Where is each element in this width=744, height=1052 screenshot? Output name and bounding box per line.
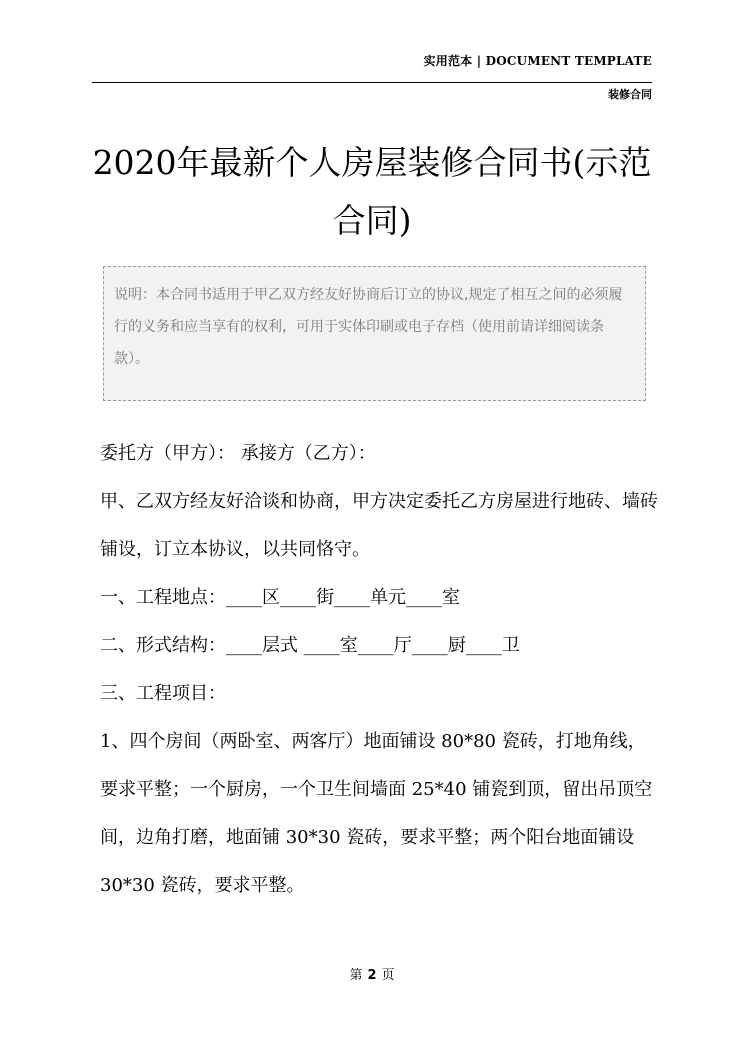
page-number: 2 xyxy=(367,968,377,983)
header-document-label: 实用范本 | DOCUMENT TEMPLATE xyxy=(423,54,652,68)
document-title: 2020年最新个人房屋装修合同书(示范合同) xyxy=(92,143,652,240)
structure-line: 二、形式结构：____层式 ____室____厅____厨____卫 xyxy=(100,635,520,656)
note-text: 说明：本合同书适用于甲乙双方经友好协商后订立的协议,规定了相互之间的必须履行的义务和应当享有的权利，可用于实体印刷或电子存档（使用前请详细阅读条款）。 xyxy=(114,287,623,367)
project-items-heading: 三、工程项目： xyxy=(100,683,226,704)
header-category-label: 装修合同 xyxy=(608,88,652,101)
page-prefix: 第 xyxy=(349,968,363,983)
header-divider xyxy=(92,82,652,83)
page-suffix: 页 xyxy=(381,968,395,983)
contract-body xyxy=(100,430,658,910)
project-location-line: 一、工程地点：____区____街____单元____室 xyxy=(100,587,460,608)
page-footer xyxy=(0,964,744,983)
parties-line: 委托方（甲方）： 承接方（乙方）： xyxy=(100,443,376,464)
project-item-1: 1、四个房间（两卧室、两客厅）地面铺设 80*80 瓷砖，打地角线，要求平整；一个厨房，一个卫生间墙面 25*40 铺瓷到顶，留出吊顶空间，边角打磨，地面铺 30*30 瓷砖，要求平整；两个阳台地面铺设 30*30 瓷砖，要求平整。 xyxy=(100,731,653,896)
note-box xyxy=(103,266,646,401)
intro-paragraph: 甲、乙双方经友好洽谈和协商，甲方决定委托乙方房屋进行地砖、墙砖铺设，订立本协议，以共同恪守。 xyxy=(100,491,658,560)
